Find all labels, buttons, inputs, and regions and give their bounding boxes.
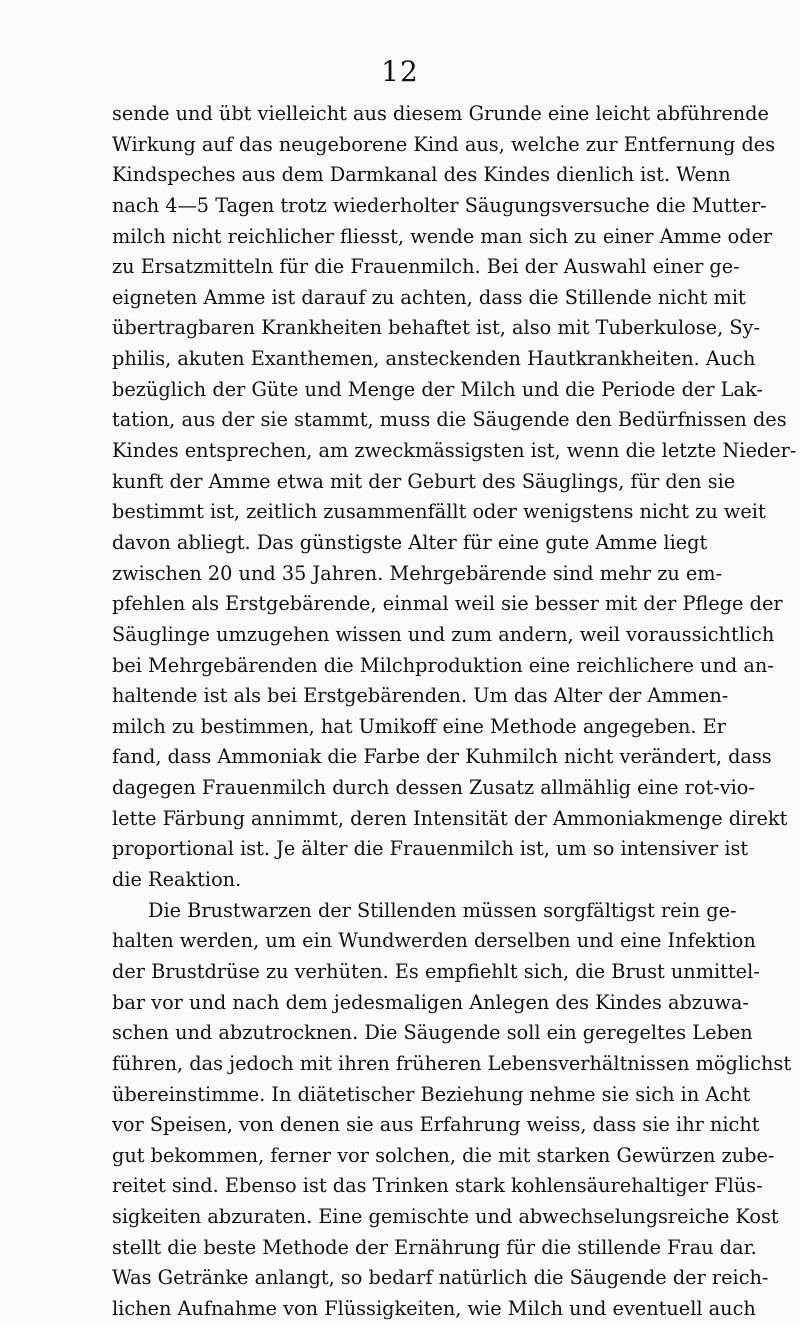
text-line: Wirkung auf das neugeborene Kind aus, welche zur Entfernung des [112,132,776,156]
page-number: 12 [381,55,419,88]
paragraph-end-line: die Reaktion. [112,868,242,892]
text-line: pfehlen als Erstgebärende, einmal weil sie besser mit der Pflege der [112,592,783,616]
text-line: fand, dass Ammoniak die Farbe der Kuhmilch nicht verändert, dass [112,745,772,769]
text-line: übereinstimme. In diätetischer Beziehung nehme sie sich in Acht [112,1082,751,1106]
text-line: reitet sind. Ebenso ist das Trinken stark kohlensäurehaltiger Flüs- [112,1174,763,1198]
text-line: Kindspeches aus dem Darmkanal des Kindes dienlich ist. Wenn [112,163,731,187]
text-line: vor Speisen, von denen sie aus Erfahrung weiss, dass sie ihr nicht [112,1113,760,1137]
text-line: milch nicht reichlicher fliesst, wende man sich zu einer Amme oder [112,224,773,248]
text-line: Kindes entsprechen, am zweckmässigsten ist, wenn die letzte Nieder- [112,439,797,463]
text-line: proportional ist. Je älter die Frauenmilch ist, um so intensiver ist [112,837,749,861]
text-line: philis, akuten Exanthemen, ansteckenden Hautkrankheiten. Auch [112,347,756,371]
text-line: zu Ersatzmitteln für die Frauenmilch. Bei der Auswahl einer ge- [112,255,740,279]
text-line: Säuglinge umzugehen wissen und zum andern, weil voraussichtlich [112,622,775,646]
text-line: übertragbaren Krankheiten behaftet ist, also mit Tuberkulose, Sy- [112,316,760,340]
text-line: sigkeiten abzuraten. Eine gemischte und abwechselungsreiche Kost [112,1205,779,1229]
text-line: dagegen Frauenmilch durch dessen Zusatz allmählig eine rot-vio- [112,776,755,800]
text-line: lichen Aufnahme von Flüssigkeiten, wie Milch und eventuell auch [112,1296,756,1320]
text-line: sende und übt vielleicht aus diesem Grunde eine leicht abführende [112,102,769,125]
text-line: halten werden, um ein Wundwerden derselben und eine Infektion [112,929,756,953]
text-line: bezüglich der Güte und Menge der Milch und die Periode der Lak- [112,377,763,401]
text-line: schen und abzutrocknen. Die Säugende soll ein geregeltes Leben [112,1021,753,1045]
text-line: Was Getränke anlangt, so bedarf natürlich die Säugende der reich- [112,1266,769,1290]
text-line: zwischen 20 und 35 Jahren. Mehrgebärende sind mehr zu em- [112,561,723,585]
paragraph-first-line: Die Brustwarzen der Stillenden müssen sorgfältigst rein ge- [148,898,737,922]
text-line: gut bekommen, ferner vor solchen, die mit starken Gewürzen zube- [112,1143,775,1167]
text-line: tation, aus der sie stammt, muss die Säugende den Bedürfnissen des [112,408,787,432]
text-line: haltende ist als bei Erstgebärenden. Um das Alter der Ammen- [112,684,729,708]
text-line: nach 4—5 Tagen trotz wiederholter Säugungsversuche die Mutter- [112,193,767,217]
text-line: stellt die beste Methode der Ernährung für die stillende Frau dar. [112,1235,757,1259]
body-text [112,99,797,1325]
text-line: milch zu bestimmen, hat Umikoff eine Methode angegeben. Er [112,714,726,738]
text-line: bei Mehrgebärenden die Milchproduktion eine reichlichere und an- [112,653,774,677]
text-line: davon abliegt. Das günstigste Alter für eine gute Amme liegt [112,530,708,554]
text-line: bar vor und nach dem jedesmaligen Anlegen des Kindes abzuwa- [112,990,749,1014]
text-line: führen, das jedoch mit ihren früheren Lebensverhältnissen möglichst [112,1051,792,1075]
text-line: eigneten Amme ist darauf zu achten, dass die Stillende nicht mit [112,285,746,309]
text-line: bestimmt ist, zeitlich zusammenfällt oder wenigstens nicht zu weit [112,500,766,524]
text-line: lette Färbung annimmt, deren Intensität der Ammoniakmenge direkt [112,806,788,830]
text-line: der Brustdrüse zu verhüten. Es empfiehlt sich, die Brust unmittel- [112,959,760,983]
text-line: kunft der Amme etwa mit der Geburt des Säuglings, für den sie [112,469,736,493]
